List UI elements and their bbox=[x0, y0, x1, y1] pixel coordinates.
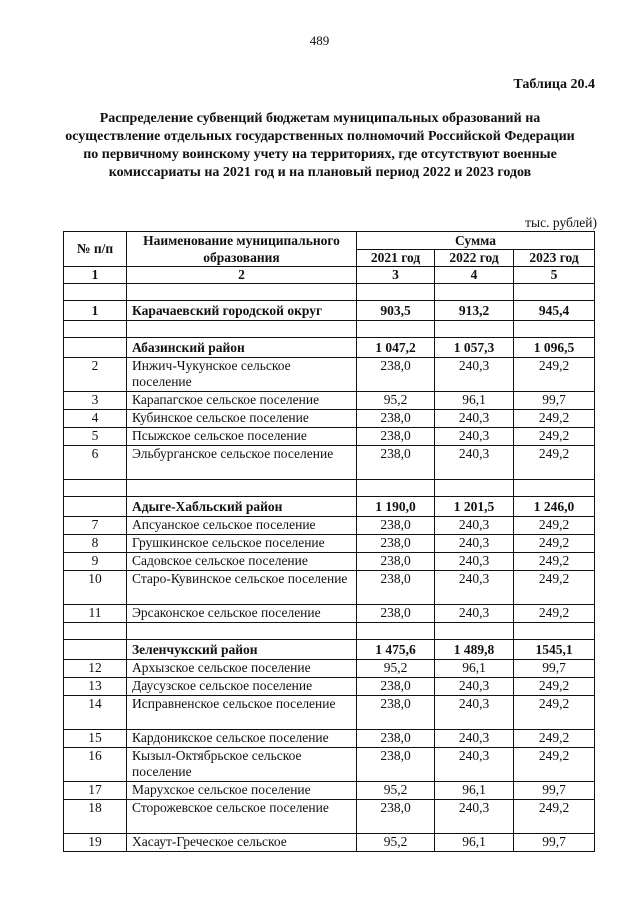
empty-cell bbox=[435, 284, 514, 301]
row-number: 6 bbox=[64, 446, 127, 480]
row-number bbox=[64, 497, 127, 517]
empty-cell bbox=[435, 321, 514, 338]
header-2021: 2021 год bbox=[357, 250, 435, 267]
municipality-name: Кызыл-Октябрьское сельское поселение bbox=[127, 748, 357, 782]
empty-cell bbox=[357, 284, 435, 301]
district-row bbox=[64, 640, 595, 660]
empty-cell bbox=[357, 623, 435, 640]
amount-2021: 238,0 bbox=[357, 696, 435, 730]
spacer-row bbox=[64, 284, 595, 301]
settlement-row bbox=[64, 517, 595, 535]
subvention-table bbox=[63, 231, 595, 852]
amount-2022: 240,3 bbox=[435, 800, 514, 834]
amount-2021: 238,0 bbox=[357, 730, 435, 748]
amount-2021: 95,2 bbox=[357, 834, 435, 852]
municipality-name: Архызское сельское поселение bbox=[127, 660, 357, 678]
col-index-2: 2 bbox=[127, 267, 357, 284]
amount-2022: 240,3 bbox=[435, 446, 514, 480]
amount-2022: 96,1 bbox=[435, 660, 514, 678]
settlement-row bbox=[64, 410, 595, 428]
municipality-name: Карапагское сельское поселение bbox=[127, 392, 357, 410]
row-number: 2 bbox=[64, 358, 127, 392]
empty-cell bbox=[514, 480, 595, 497]
empty-cell bbox=[64, 623, 127, 640]
amount-2021: 238,0 bbox=[357, 748, 435, 782]
column-index-row bbox=[64, 267, 595, 284]
col-index-1: 1 bbox=[64, 267, 127, 284]
amount-2023: 1 246,0 bbox=[514, 497, 595, 517]
row-number bbox=[64, 640, 127, 660]
municipality-name: Марухское сельское поселение bbox=[127, 782, 357, 800]
municipality-name: Даусузское сельское поселение bbox=[127, 678, 357, 696]
unit-label: тыс. рублей) bbox=[525, 215, 597, 230]
amount-2022: 240,3 bbox=[435, 428, 514, 446]
empty-cell bbox=[127, 284, 357, 301]
col-index-4: 4 bbox=[435, 267, 514, 284]
settlement-row bbox=[64, 782, 595, 800]
row-number: 13 bbox=[64, 678, 127, 696]
empty-cell bbox=[514, 284, 595, 301]
municipality-name: Эльбурганское сельское поселение bbox=[127, 446, 357, 480]
header-row-1 bbox=[64, 232, 595, 250]
header-sum: Сумма bbox=[357, 232, 595, 250]
municipality-name: Зеленчукский район bbox=[127, 640, 357, 660]
amount-2021: 95,2 bbox=[357, 392, 435, 410]
empty-cell bbox=[64, 321, 127, 338]
col-index-5: 5 bbox=[514, 267, 595, 284]
col-index-3: 3 bbox=[357, 267, 435, 284]
amount-2021: 238,0 bbox=[357, 678, 435, 696]
amount-2023: 249,2 bbox=[514, 800, 595, 834]
settlement-row bbox=[64, 678, 595, 696]
amount-2022: 240,3 bbox=[435, 517, 514, 535]
settlement-row bbox=[64, 553, 595, 571]
empty-cell bbox=[357, 321, 435, 338]
settlement-row bbox=[64, 730, 595, 748]
amount-2023: 249,2 bbox=[514, 428, 595, 446]
municipality-name: Абазинский район bbox=[127, 338, 357, 358]
amount-2023: 249,2 bbox=[514, 678, 595, 696]
row-number: 12 bbox=[64, 660, 127, 678]
table-label: Таблица 20.4 bbox=[513, 77, 595, 92]
amount-2023: 1 096,5 bbox=[514, 338, 595, 358]
municipality-name: Кардоникское сельское поселение bbox=[127, 730, 357, 748]
row-number: 4 bbox=[64, 410, 127, 428]
amount-2021: 1 190,0 bbox=[357, 497, 435, 517]
amount-2022: 240,3 bbox=[435, 730, 514, 748]
amount-2023: 945,4 bbox=[514, 301, 595, 321]
municipality-name: Хасаут-Греческое сельское bbox=[127, 834, 357, 852]
municipality-name: Карачаевский городской округ bbox=[127, 301, 357, 321]
header-2023: 2023 год bbox=[514, 250, 595, 267]
empty-cell bbox=[64, 284, 127, 301]
district-row bbox=[64, 338, 595, 358]
amount-2021: 238,0 bbox=[357, 605, 435, 623]
settlement-row bbox=[64, 535, 595, 553]
settlement-row bbox=[64, 392, 595, 410]
empty-cell bbox=[127, 321, 357, 338]
amount-2022: 240,3 bbox=[435, 605, 514, 623]
amount-2022: 240,3 bbox=[435, 358, 514, 392]
amount-2023: 249,2 bbox=[514, 446, 595, 480]
amount-2023: 249,2 bbox=[514, 517, 595, 535]
amount-2021: 238,0 bbox=[357, 410, 435, 428]
row-number: 8 bbox=[64, 535, 127, 553]
municipality-name: Старо-Кувинское сельское поселение bbox=[127, 571, 357, 605]
row-number: 15 bbox=[64, 730, 127, 748]
municipality-name: Кубинское сельское поселение bbox=[127, 410, 357, 428]
amount-2023: 249,2 bbox=[514, 696, 595, 730]
amount-2023: 99,7 bbox=[514, 660, 595, 678]
row-number: 5 bbox=[64, 428, 127, 446]
empty-cell bbox=[64, 480, 127, 497]
amount-2022: 1 201,5 bbox=[435, 497, 514, 517]
empty-cell bbox=[357, 480, 435, 497]
empty-cell bbox=[514, 321, 595, 338]
settlement-row bbox=[64, 605, 595, 623]
document-title: Распределение субвенций бюджетам муниципальных образований на осуществление отдельных государственных полномочий Российской Федерации по первичному воинскому учету на территориях, где отсутствуют военные комиссариаты на 2021 год и на плановый период 2022 и 2023 годов bbox=[65, 111, 575, 180]
row-number: 14 bbox=[64, 696, 127, 730]
settlement-row bbox=[64, 748, 595, 782]
row-number: 9 bbox=[64, 553, 127, 571]
amount-2022: 1 057,3 bbox=[435, 338, 514, 358]
amount-2022: 1 489,8 bbox=[435, 640, 514, 660]
empty-cell bbox=[435, 623, 514, 640]
header-num: № п/п bbox=[64, 232, 127, 267]
amount-2021: 95,2 bbox=[357, 660, 435, 678]
row-number: 7 bbox=[64, 517, 127, 535]
settlement-row bbox=[64, 428, 595, 446]
municipality-name: Исправненское сельское поселение bbox=[127, 696, 357, 730]
amount-2021: 238,0 bbox=[357, 800, 435, 834]
amount-2022: 240,3 bbox=[435, 410, 514, 428]
row-number: 19 bbox=[64, 834, 127, 852]
row-number: 18 bbox=[64, 800, 127, 834]
amount-2022: 240,3 bbox=[435, 696, 514, 730]
amount-2023: 249,2 bbox=[514, 730, 595, 748]
row-number: 16 bbox=[64, 748, 127, 782]
spacer-row bbox=[64, 623, 595, 640]
amount-2023: 1545,1 bbox=[514, 640, 595, 660]
empty-cell bbox=[514, 623, 595, 640]
settlement-row bbox=[64, 696, 595, 730]
amount-2022: 240,3 bbox=[435, 553, 514, 571]
settlement-row bbox=[64, 446, 595, 480]
municipality-name: Эрсаконское сельское поселение bbox=[127, 605, 357, 623]
amount-2022: 240,3 bbox=[435, 678, 514, 696]
municipality-name: Инжич-Чукунское сельское поселение bbox=[127, 358, 357, 392]
amount-2021: 238,0 bbox=[357, 428, 435, 446]
settlement-row bbox=[64, 800, 595, 834]
amount-2022: 240,3 bbox=[435, 571, 514, 605]
amount-2021: 1 047,2 bbox=[357, 338, 435, 358]
amount-2022: 913,2 bbox=[435, 301, 514, 321]
amount-2021: 1 475,6 bbox=[357, 640, 435, 660]
amount-2022: 240,3 bbox=[435, 748, 514, 782]
header-name: Наименование муниципального образования bbox=[127, 232, 357, 267]
spacer-row bbox=[64, 321, 595, 338]
amount-2022: 96,1 bbox=[435, 834, 514, 852]
amount-2023: 249,2 bbox=[514, 571, 595, 605]
amount-2021: 238,0 bbox=[357, 571, 435, 605]
spacer-row bbox=[64, 480, 595, 497]
amount-2022: 96,1 bbox=[435, 392, 514, 410]
settlement-row bbox=[64, 660, 595, 678]
empty-cell bbox=[127, 480, 357, 497]
municipality-name: Апсуанское сельское поселение bbox=[127, 517, 357, 535]
empty-cell bbox=[435, 480, 514, 497]
amount-2021: 238,0 bbox=[357, 535, 435, 553]
amount-2023: 249,2 bbox=[514, 535, 595, 553]
municipality-name: Псыжское сельское поселение bbox=[127, 428, 357, 446]
amount-2021: 903,5 bbox=[357, 301, 435, 321]
settlement-row bbox=[64, 834, 595, 852]
amount-2023: 99,7 bbox=[514, 392, 595, 410]
municipality-name: Сторожевское сельское поселение bbox=[127, 800, 357, 834]
amount-2021: 238,0 bbox=[357, 446, 435, 480]
header-2022: 2022 год bbox=[435, 250, 514, 267]
settlement-row bbox=[64, 571, 595, 605]
municipality-name: Грушкинское сельское поселение bbox=[127, 535, 357, 553]
row-number: 3 bbox=[64, 392, 127, 410]
municipality-name: Адыге-Хабльский район bbox=[127, 497, 357, 517]
amount-2023: 99,7 bbox=[514, 834, 595, 852]
amount-2023: 99,7 bbox=[514, 782, 595, 800]
amount-2023: 249,2 bbox=[514, 605, 595, 623]
amount-2022: 96,1 bbox=[435, 782, 514, 800]
amount-2022: 240,3 bbox=[435, 535, 514, 553]
row-number: 1 bbox=[64, 301, 127, 321]
municipality-name: Садовское сельское поселение bbox=[127, 553, 357, 571]
page-number: 489 bbox=[309, 33, 330, 48]
settlement-row bbox=[64, 358, 595, 392]
amount-2021: 238,0 bbox=[357, 517, 435, 535]
amount-2023: 249,2 bbox=[514, 748, 595, 782]
amount-2023: 249,2 bbox=[514, 358, 595, 392]
row-number bbox=[64, 338, 127, 358]
amount-2021: 95,2 bbox=[357, 782, 435, 800]
amount-2021: 238,0 bbox=[357, 358, 435, 392]
row-number: 17 bbox=[64, 782, 127, 800]
amount-2023: 249,2 bbox=[514, 553, 595, 571]
row-number: 11 bbox=[64, 605, 127, 623]
amount-2021: 238,0 bbox=[357, 553, 435, 571]
empty-cell bbox=[127, 623, 357, 640]
district-row bbox=[64, 497, 595, 517]
amount-2023: 249,2 bbox=[514, 410, 595, 428]
row-number: 10 bbox=[64, 571, 127, 605]
district-row bbox=[64, 301, 595, 321]
